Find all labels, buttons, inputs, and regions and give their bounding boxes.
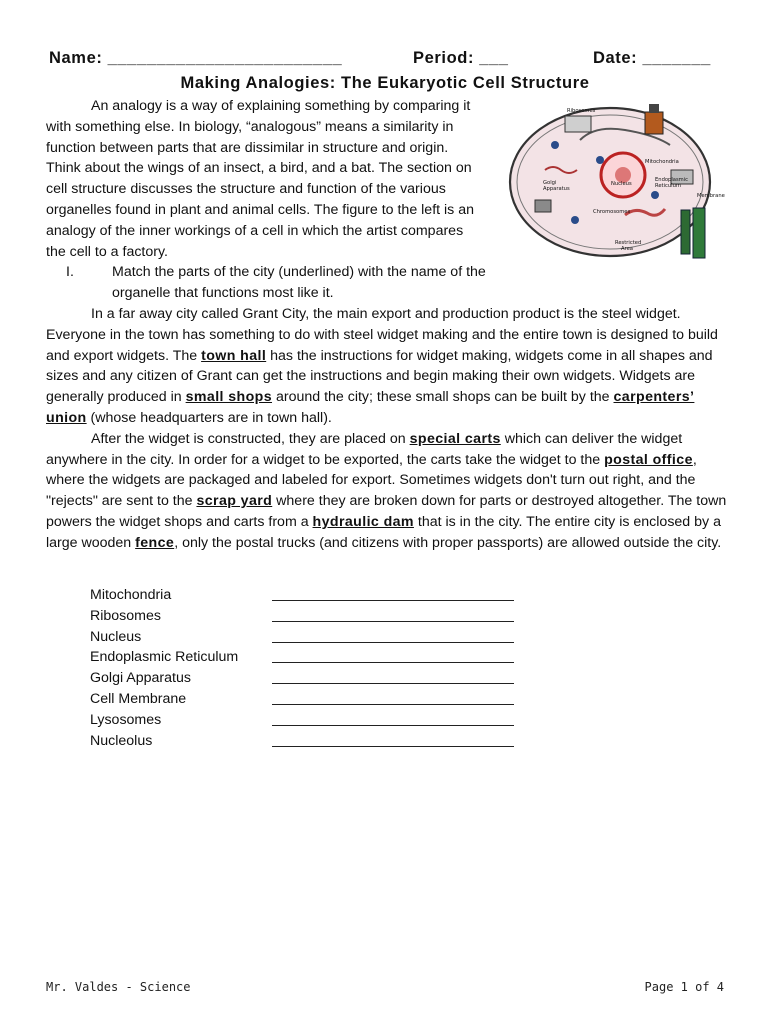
item-number: I.: [66, 264, 74, 281]
worker-1: [596, 156, 604, 164]
answer-blank[interactable]: [272, 683, 514, 684]
intro-section: [46, 96, 486, 304]
label-apparatus: Apparatus: [543, 186, 570, 192]
worker-3: [571, 216, 579, 224]
answer-blank[interactable]: [272, 621, 514, 622]
match-row: [90, 647, 520, 668]
label-membrane: Membrane: [697, 193, 725, 199]
organelle-label: Mitochondria: [90, 587, 172, 603]
match-row: [90, 606, 520, 627]
organelle-label: Endoplasmic Reticulum: [90, 649, 239, 666]
label-mitochondria: Mitochondria: [645, 159, 679, 165]
organelle-label: Ribosomes: [90, 607, 161, 624]
keyword-fence: fence: [135, 534, 175, 551]
story-section: [46, 304, 730, 554]
instruction-item: [46, 262, 486, 304]
match-row: [90, 627, 520, 648]
label-chromosomes: Chromosomes: [593, 209, 631, 215]
machine-2: [565, 116, 591, 132]
period-field: Period: ___: [413, 49, 509, 67]
footer-page-number: Page 1 of 4: [644, 980, 724, 994]
keyword-small-shops: small shops: [185, 389, 273, 406]
keyword-postal-office: postal office: [604, 451, 693, 468]
match-row: [90, 585, 520, 606]
matching-list: [90, 585, 520, 751]
keyword-scrap-yard: scrap yard: [196, 493, 273, 510]
answer-blank[interactable]: [272, 746, 514, 747]
organelle-label: Nucleolus: [90, 732, 153, 749]
keyword-hydraulic-dam: hydraulic dam: [312, 513, 414, 530]
organelle-label: Nucleus: [90, 628, 142, 645]
organelle-label: Lysosomes: [90, 711, 162, 728]
page-title: Making Analogies: The Eukaryotic Cell Structure: [180, 74, 590, 92]
match-row: [90, 689, 520, 710]
label-restricted-1: Restricted: [615, 240, 642, 246]
keyword-town-hall: town hall: [201, 347, 267, 364]
label-ribosomes: Ribosomes: [567, 108, 596, 114]
intro-paragraph: An analogy is a way of explaining something by comparing it with something else. In biology, “analogous” means a similarity in function between parts that are dissimilar in structure and origin. Think about the wings of an insect, a bird, and a bat. The section on cell structure discusses the structure and function of the various organelles found in plant and animal cells. The figure to the left is an analogy of the inner workings of a cell in which the artist compares the cell to a factory.: [46, 98, 474, 260]
keyword-carpenters-union: carpenters’ union: [46, 389, 695, 426]
label-golgi: Golgi: [543, 180, 557, 186]
match-row: [90, 668, 520, 689]
furnace-chimney: [649, 104, 659, 113]
label-restricted-2: Area: [621, 246, 633, 252]
label-er-2: Reticulum: [655, 183, 681, 189]
cell-factory-illustration: [505, 100, 727, 265]
answer-blank[interactable]: [272, 662, 514, 663]
footer-author: Mr. Valdes - Science: [46, 980, 191, 994]
label-er-1: Endoplasmic: [655, 177, 688, 183]
name-field: Name: ________________________: [49, 49, 343, 67]
organelle-label: Golgi Apparatus: [90, 670, 191, 687]
membrane-gate-right: [693, 208, 705, 258]
answer-blank[interactable]: [272, 725, 514, 726]
story-paragraph-2: After the widget is constructed, they are placed on special carts which can deliver the widget anywhere in the city. In order for a widget to be exported, the carts take the widget to the postal office, where the widgets are packaged and labeled for export. Sometimes widgets don't turn out right, and the "rejects" are sent to the scrap yard where they are broken down for parts or destroyed altogether. The town powers the widget shops and carts from a hydraulic dam that is in the city. The entire city is enclosed by a large wooden fence, only the postal trucks (and citizens with proper passports) are allowed outside the city.: [46, 430, 727, 551]
label-nucleus: Nucleus: [611, 181, 632, 187]
keyword-special-carts: special carts: [409, 430, 501, 447]
story-paragraph-1: In a far away city called Grant City, the main export and production product is the steel widget. Everyone in the town has something to do with steel widget making and the entire town is designed to build and export widgets. The town hall has the instructions for widget making, widgets come in all shapes and sizes and any citizen of Grant can get the instructions and begin making their own widgets. Widgets are generally produced in small shops around the city; these small shops can be built by the carpenters’ union (whose headquarters are in town hall).: [46, 306, 718, 426]
date-field: Date: _______: [593, 49, 711, 67]
item-text: Match the parts of the city (underlined) with the name of the organelle that functions most like it.: [112, 264, 486, 302]
match-row: [90, 710, 520, 731]
mitochondria-furnace: [645, 112, 663, 134]
answer-blank[interactable]: [272, 600, 514, 601]
answer-blank[interactable]: [272, 642, 514, 643]
membrane-gate-left: [681, 210, 690, 254]
organelle-label: Cell Membrane: [90, 690, 187, 707]
answer-blank[interactable]: [272, 704, 514, 705]
match-row: [90, 731, 520, 752]
machine-1: [535, 200, 551, 212]
worker-4: [551, 141, 559, 149]
worker-2: [651, 191, 659, 199]
